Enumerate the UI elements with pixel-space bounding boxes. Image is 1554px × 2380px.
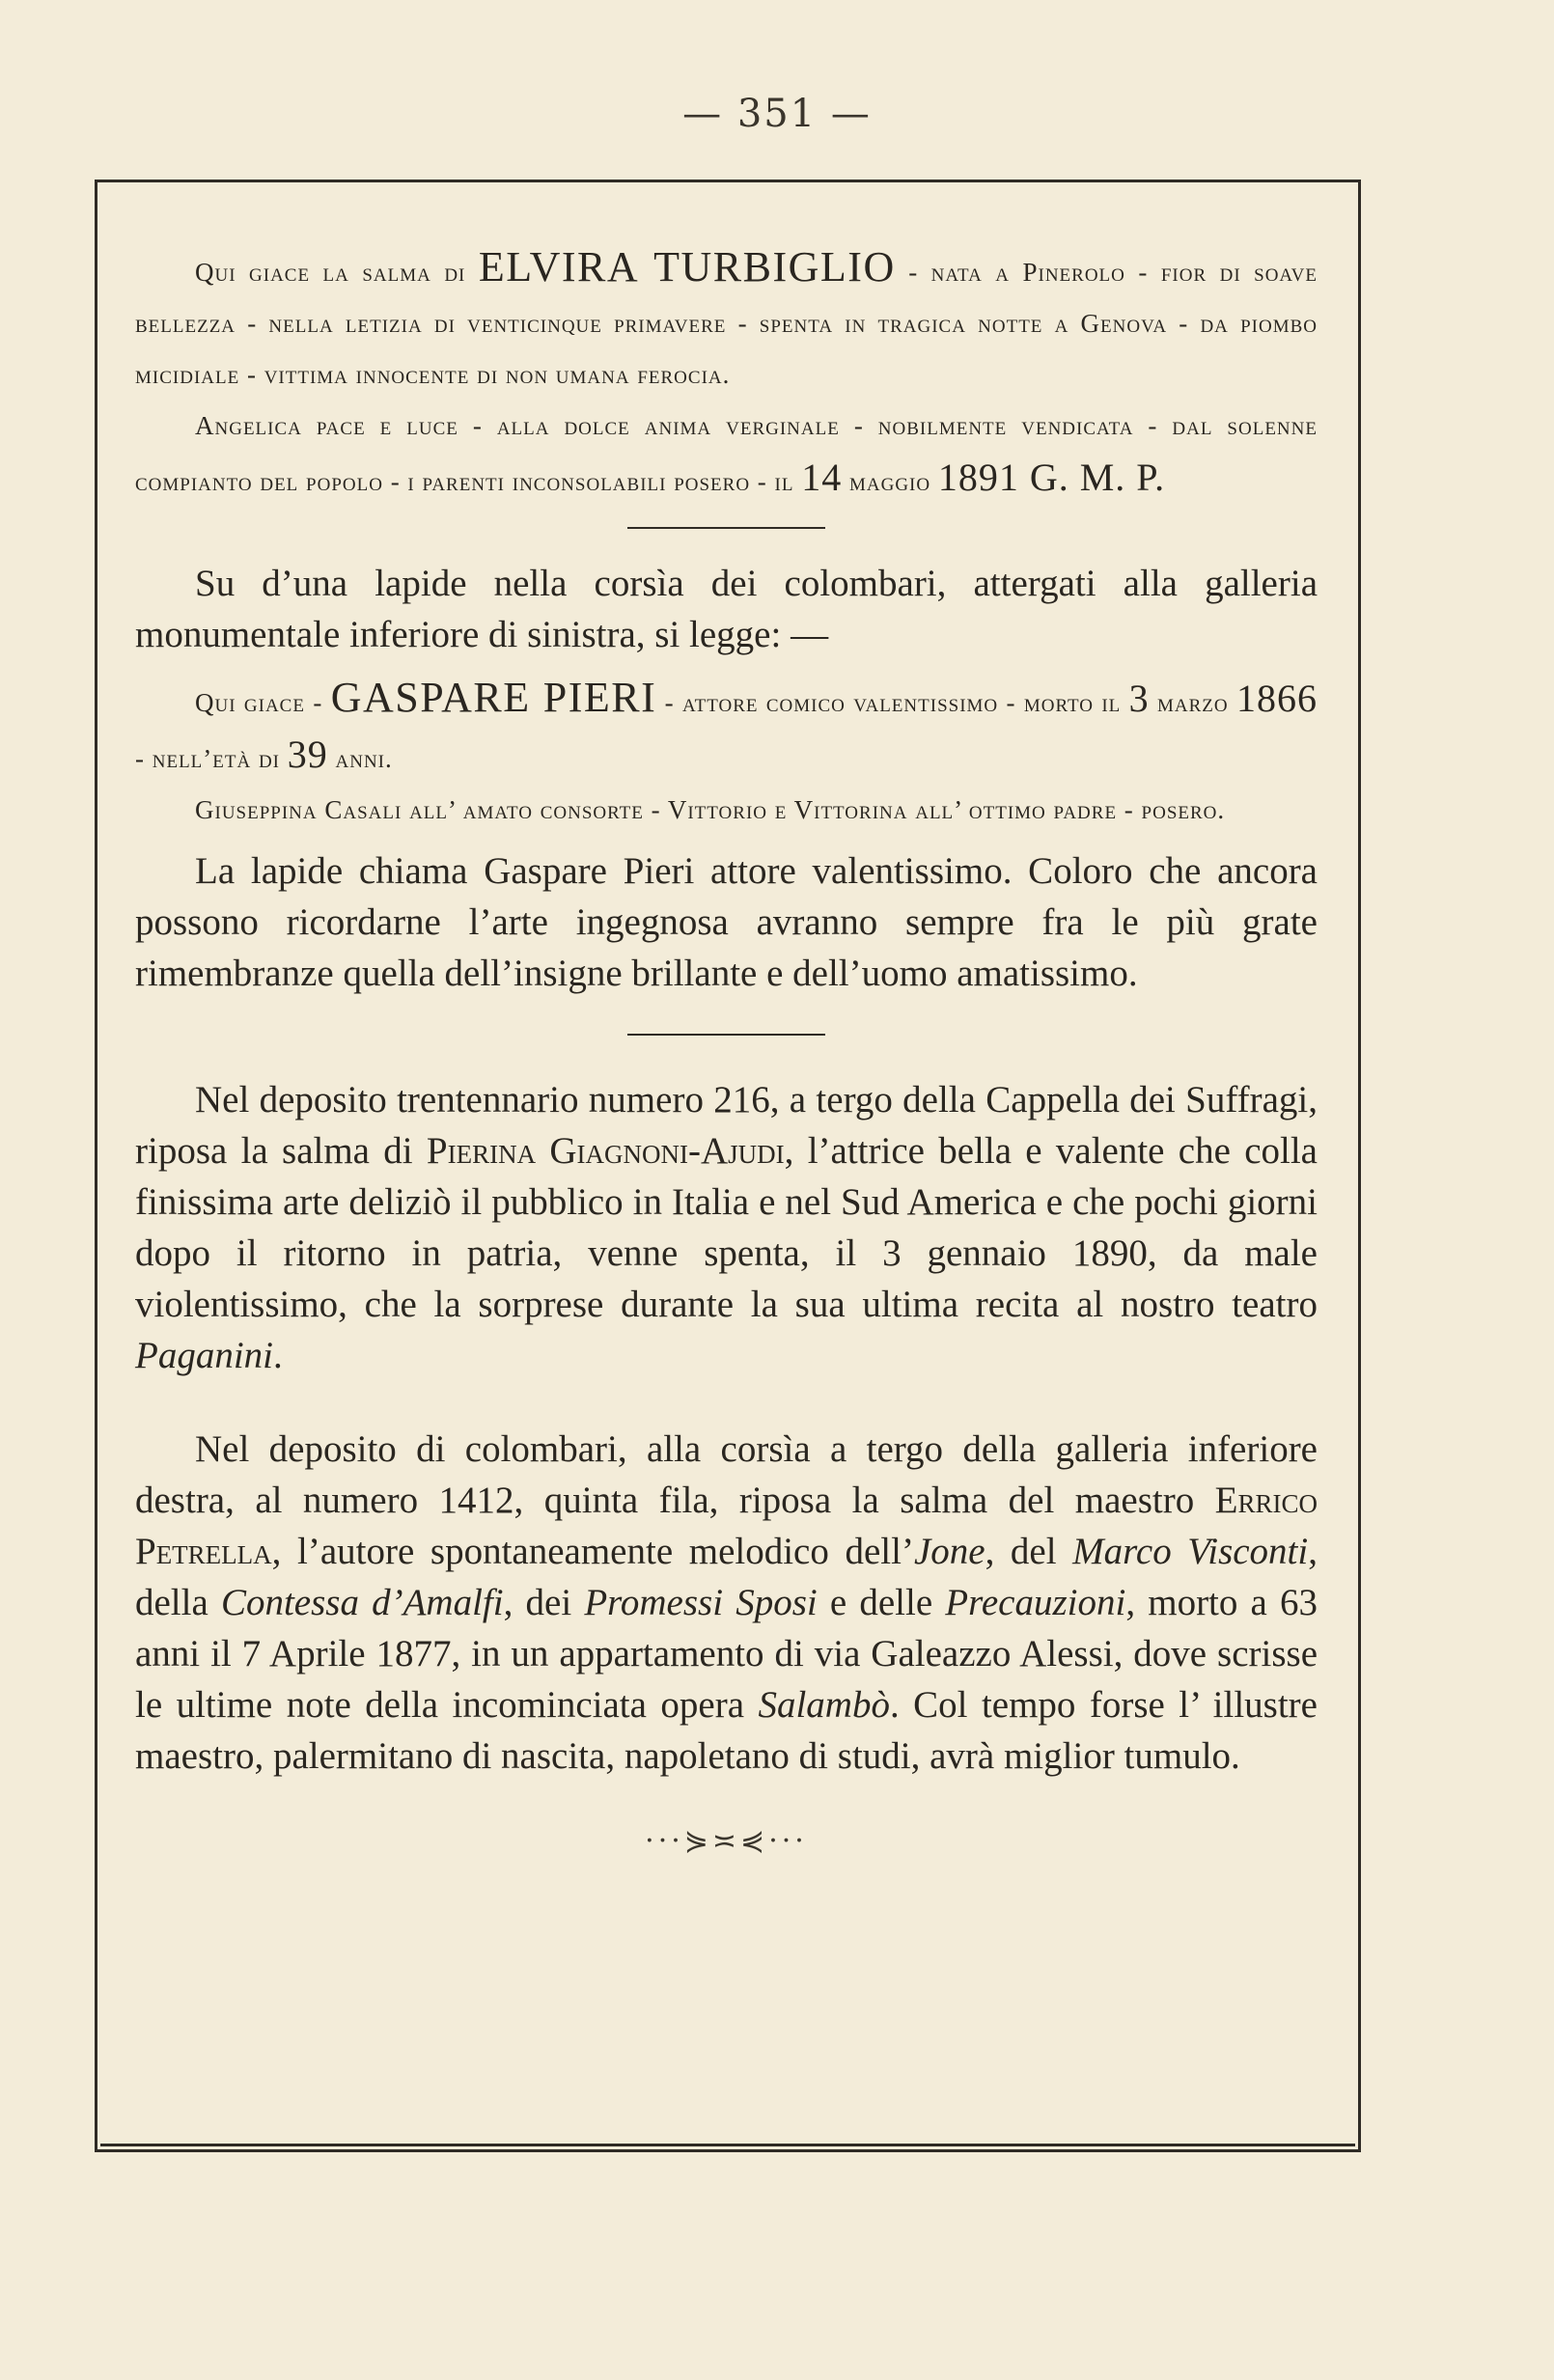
epitaph-turbiglio xyxy=(135,241,1318,508)
epitaph-text: - nata a Pinerolo - fior di soave bellezza - nella letizia di venticinque primavere - spenta in tragica notte a Genova - da piombo micidiale - vittima innocente di non umana ferocia. xyxy=(135,258,1318,389)
paragraph-lapide: Su d’una lapide nella corsìa dei colombari, attergati alla galleria monumentale inferiore di sinistra, si legge: — xyxy=(135,563,1318,655)
epitaph-text: Angelica pace e luce - alla dolce anima verginale - nobilmente vendicata - dal solenne compianto del popolo - i parenti inconsolabili posero - il xyxy=(135,411,1318,496)
epitaph-year: 1866 xyxy=(1236,677,1318,720)
epitaph-pieri xyxy=(135,672,1318,836)
paragraph-text: , l’autore spontaneamente melodico dell’ xyxy=(271,1531,914,1572)
section-rule xyxy=(627,527,825,529)
fleuron-ornament: ···⋟≍⋞··· xyxy=(645,1824,808,1858)
opera-title: Jone xyxy=(913,1531,985,1572)
opera-title: Marco Visconti xyxy=(1072,1531,1309,1572)
paragraph-giagnoni xyxy=(135,1074,1318,1381)
deceased-name: GASPARE PIERI xyxy=(330,674,657,721)
page-number: — 351 — xyxy=(682,92,872,136)
epitaph-pieri-text xyxy=(135,672,1318,785)
section-rule xyxy=(627,1034,825,1036)
paragraph-petrella xyxy=(135,1424,1318,1782)
paragraph-text: . Col tempo forse l’ illustre maestro, palermitano di nascita, napoletano di studi, avrà miglior tumulo. xyxy=(135,1684,1318,1777)
paragraph-text: Nel deposito trentennario numero 216, a tergo della Cappella dei Suffragi, riposa la salma di xyxy=(135,1079,1318,1172)
epitaph-text: - nell’età di xyxy=(135,744,288,773)
opera-title: Salambò xyxy=(758,1684,890,1726)
paragraph-text: , del xyxy=(985,1531,1073,1572)
paragraph-text: Nel deposito di colombari, alla corsìa a tergo della galleria inferiore destra, al numero 1412, quinta fila, riposa la salma del maestro xyxy=(135,1428,1318,1521)
paragraph-text: e delle xyxy=(817,1582,946,1623)
epitaph-text: anni. xyxy=(327,744,393,773)
epitaph-text: Qui giace la salma di xyxy=(195,258,479,287)
theatre-name: Paganini xyxy=(135,1335,273,1376)
paragraph-text: , morto a 63 anni il 7 Aprile 1877, in un appartamento di via Galeazzo Alessi, dove scrisse le ultime note della incominciata opera xyxy=(135,1582,1318,1726)
page-content xyxy=(135,241,1318,1858)
epitaph-age: 39 xyxy=(287,733,328,776)
epitaph-date: 14 xyxy=(801,456,843,499)
epitaph-turbiglio-text xyxy=(135,241,1318,401)
opera-title: Precauzioni xyxy=(945,1582,1126,1623)
paragraph-text: . xyxy=(273,1335,283,1376)
deceased-name: ELVIRA TURBIGLIO xyxy=(478,243,896,291)
paragraph-text: , della xyxy=(135,1531,1318,1623)
paragraph-pieri: La lapide chiama Gaspare Pieri attore valentissimo. Coloro che ancora possono ricordarne l’arte ingegnosa avranno sempre fra le più grate rimembranze quella dell’insigne brillante e dell’uomo amatissimo. xyxy=(135,850,1318,994)
frame-inner-rule xyxy=(100,2144,1355,2146)
paragraph-text: , l’attrice bella e valente che colla finissima arte deliziò il pubblico in Italia e nel Sud America e che pochi giorni dopo il ritorno in patria, venne spenta, il 3 gennaio 1890, da male violentissimo, che la sorprese durante la sua ultima recita al nostro teatro xyxy=(135,1130,1318,1325)
epitaph-text: maggio xyxy=(842,467,938,496)
epitaph-year: 1891 G. M. P. xyxy=(937,456,1166,499)
epitaph-date: 3 xyxy=(1128,677,1150,720)
epitaph-text: marzo xyxy=(1149,688,1236,717)
epitaph-text: - attore comico valentissimo - morto il xyxy=(656,688,1129,717)
epitaph-turbiglio-dedication xyxy=(135,401,1318,508)
epitaph-text: Qui giace - xyxy=(195,688,331,717)
person-name: Errico Petrella xyxy=(135,1480,1318,1572)
paragraph-text: , dei xyxy=(503,1582,585,1623)
opera-title: Promessi Sposi xyxy=(584,1582,818,1623)
epitaph-pieri-dedication: Giuseppina Casali all’ amato consorte - Vittorio e Vittorina all’ ottimo padre - posero. xyxy=(195,795,1226,824)
person-name: Pierina Giagnoni-Ajudi xyxy=(426,1130,785,1172)
opera-title: Contessa d’Amalfi xyxy=(220,1582,504,1623)
